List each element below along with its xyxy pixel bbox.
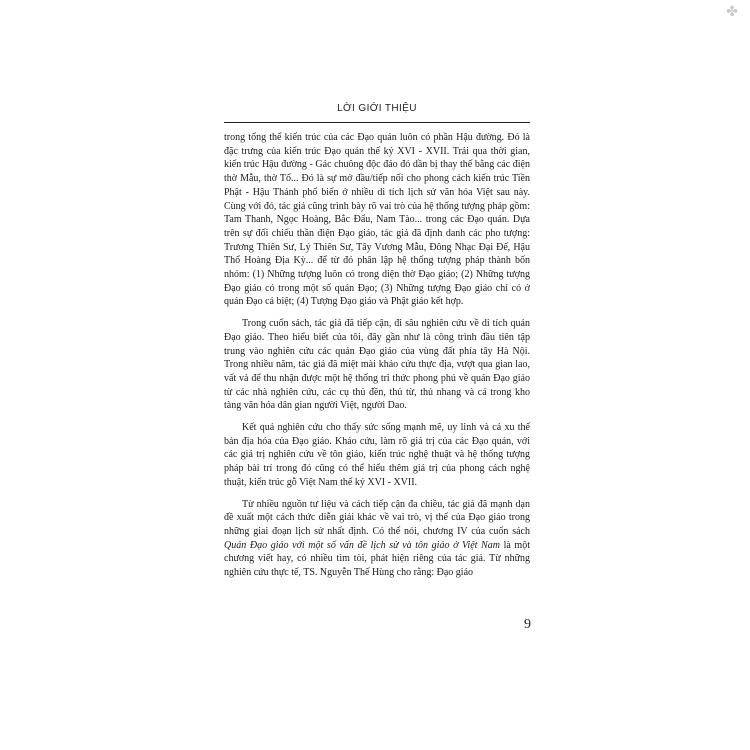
book-title-italic: Quán Đạo giáo với một số vấn đề lịch sử và tôn giáo ở Việt Nam: [224, 539, 500, 551]
corner-flower-mark: ✤: [726, 4, 738, 20]
paragraph-1: trong tổng thể kiến trúc của các Đạo quán luôn có phần Hậu đường. Đó là đặc trưng của kiến trúc Đạo quán thế kỷ XVI - XVII. Trải qua thời gian, kiến trúc Hậu đường - Gác chuông độc đáo đó dần bị thay thế bằng các điện thờ Mẫu, thờ Tổ... Đó là sự mở đầu/tiếp nối cho phong cách kiến trúc Tiền Phật - Hậu Thánh phổ biến ở nhiều di tích lịch sử văn hóa Việt sau này. Cùng với đó, tác giả cũng trình bày rõ vai trò của hệ thống tượng pháp gồm: Tam Thanh, Ngọc Hoàng, Bắc Đẩu, Nam Tào... trong các Đạo quán. Dựa trên sự đối chiếu thần điện Đạo giáo, tác giả đã định danh các pho tượng: Trương Thiên Sư, Lý Thiên Sư, Tây Vương Mẫu, Đông Nhạc Đại Đế, Hậu Thổ Hoàng Địa Kỳ... để từ đó phân lập hệ thống tượng pháp thành bốn nhóm: (1) Những tượng luôn có trong diện thờ Đạo giáo; (2) Những tượng Đạo giáo có trong một số quán Đạo; (3) Những tượng Đạo giáo chỉ có ở quán Đạo cá biệt; (4) Tượng Đạo giáo và Phật giáo kết hợp.: [224, 132, 530, 308]
paragraph-4-text-start: Từ nhiều nguồn tư liệu và cách tiếp cận đa chiều, tác giả đã mạnh dạn đề xuất một cách thức diễn giải khác về vai trò, vị thế của Đạo giáo trong những giai đoạn lịch sử nhất định. Có thể nói, chương IV của cuốn sách: [224, 498, 530, 537]
header-rule: [224, 122, 530, 123]
page-body: [224, 131, 530, 588]
paragraph-3: Kết quả nghiên cứu cho thấy sức sống mạnh mẽ, uy linh và cả xu thế bản địa hóa của Đạo giáo. Khảo cứu, làm rõ giá trị của các Đạo quán, với các giá trị nghiên cứu về tôn giáo, kiến trúc nghệ thuật và hệ thống tượng pháp bài trí trong đó cũng có thể hiểu thêm giá trị của phong cách nghệ thuật, kiến trúc gỗ Việt Nam thế kỷ XVI - XVII.: [224, 422, 530, 488]
paragraph-4-text-end: là một chương viết hay, có nhiều tìm tòi, phát hiện riêng của tác giả. Từ những nghiên cứu thực tế, TS. Nguyễn Thế Hùng cho rằng: Đạo giáo: [224, 539, 530, 579]
page-number: 9: [524, 617, 531, 632]
paragraph-2: Trong cuốn sách, tác giả đã tiếp cận, đi sâu nghiên cứu về di tích quán Đạo giáo. Theo hiểu biết của tôi, đây gần như là công trình đầu tiên tập trung vào nghiên cứu các quán Đạo giáo của vùng đất phía tây Hà Nội. Trong nhiều năm, tác giả đã miệt mài khảo cứu thực địa, vượt qua gian lao, vất vả để thu nhận được một hệ thống tri thức phong phú về quán Đạo giáo từ các nhà nghiên cứu, các cụ thủ đền, thủ từ, thủ nhang và cả trong kho tàng văn hóa dân gian người Việt, người Dao.: [224, 318, 530, 412]
paragraph-4: [224, 498, 530, 580]
page-header-title: LỜI GIỚI THIỆU: [337, 103, 417, 114]
